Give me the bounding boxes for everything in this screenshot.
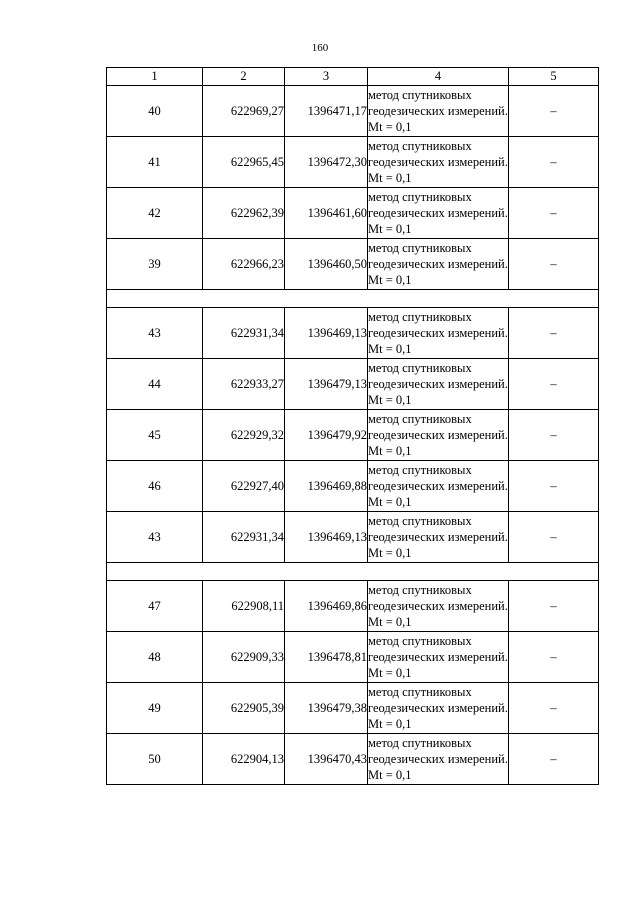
header-cell-2: 2	[203, 68, 285, 86]
x-coordinate-cell: 622909,33	[203, 632, 285, 683]
note-cell: –	[509, 461, 599, 512]
table-header-row	[107, 68, 599, 86]
x-coordinate-cell: 622966,23	[203, 239, 285, 290]
note-cell: –	[509, 410, 599, 461]
point-number-cell: 43	[107, 308, 203, 359]
point-number-cell: 47	[107, 581, 203, 632]
y-coordinate-cell: 1396471,17	[285, 86, 368, 137]
y-coordinate-cell: 1396478,81	[285, 632, 368, 683]
note-cell: –	[509, 581, 599, 632]
table-row	[107, 461, 599, 512]
note-cell: –	[509, 359, 599, 410]
table-row	[107, 410, 599, 461]
note-cell: –	[509, 683, 599, 734]
x-coordinate-cell: 622927,40	[203, 461, 285, 512]
group-separator-cell	[107, 290, 599, 308]
y-coordinate-cell: 1396472,30	[285, 137, 368, 188]
coordinates-table	[106, 67, 599, 785]
header-cell-1: 1	[107, 68, 203, 86]
x-coordinate-cell: 622904,13	[203, 734, 285, 785]
point-number-cell: 48	[107, 632, 203, 683]
page-number: 160	[311, 42, 329, 54]
y-coordinate-cell: 1396479,92	[285, 410, 368, 461]
note-cell: –	[509, 632, 599, 683]
table-row	[107, 632, 599, 683]
point-number-cell: 41	[107, 137, 203, 188]
y-coordinate-cell: 1396470,43	[285, 734, 368, 785]
x-coordinate-cell: 622933,27	[203, 359, 285, 410]
method-cell: метод спутниковых геодезических измерений. Mt = 0,1	[368, 137, 509, 188]
point-number-cell: 43	[107, 512, 203, 563]
x-coordinate-cell: 622969,27	[203, 86, 285, 137]
table-row	[107, 188, 599, 239]
note-cell: –	[509, 239, 599, 290]
method-cell: метод спутниковых геодезических измерений. Mt = 0,1	[368, 188, 509, 239]
table-row	[107, 581, 599, 632]
method-cell: метод спутниковых геодезических измерений. Mt = 0,1	[368, 734, 509, 785]
method-cell: метод спутниковых геодезических измерений. Mt = 0,1	[368, 308, 509, 359]
table-row	[107, 308, 599, 359]
point-number-cell: 44	[107, 359, 203, 410]
method-cell: метод спутниковых геодезических измерений. Mt = 0,1	[368, 581, 509, 632]
x-coordinate-cell: 622931,34	[203, 308, 285, 359]
header-cell-3: 3	[285, 68, 368, 86]
table-row	[107, 512, 599, 563]
point-number-cell: 40	[107, 86, 203, 137]
table-row	[107, 137, 599, 188]
method-cell: метод спутниковых геодезических измерений. Mt = 0,1	[368, 410, 509, 461]
y-coordinate-cell: 1396469,13	[285, 308, 368, 359]
table-body	[107, 68, 599, 785]
header-cell-5: 5	[509, 68, 599, 86]
note-cell: –	[509, 512, 599, 563]
method-cell: метод спутниковых геодезических измерений. Mt = 0,1	[368, 632, 509, 683]
method-cell: метод спутниковых геодезических измерений. Mt = 0,1	[368, 512, 509, 563]
note-cell: –	[509, 188, 599, 239]
note-cell: –	[509, 734, 599, 785]
y-coordinate-cell: 1396479,38	[285, 683, 368, 734]
method-cell: метод спутниковых геодезических измерений. Mt = 0,1	[368, 239, 509, 290]
group-separator-cell	[107, 563, 599, 581]
point-number-cell: 49	[107, 683, 203, 734]
point-number-cell: 50	[107, 734, 203, 785]
y-coordinate-cell: 1396469,88	[285, 461, 368, 512]
point-number-cell: 45	[107, 410, 203, 461]
table-row	[107, 359, 599, 410]
point-number-cell: 42	[107, 188, 203, 239]
y-coordinate-cell: 1396460,50	[285, 239, 368, 290]
note-cell: –	[509, 308, 599, 359]
point-number-cell: 39	[107, 239, 203, 290]
point-number-cell: 46	[107, 461, 203, 512]
method-cell: метод спутниковых геодезических измерений. Mt = 0,1	[368, 461, 509, 512]
x-coordinate-cell: 622965,45	[203, 137, 285, 188]
table-row	[107, 683, 599, 734]
y-coordinate-cell: 1396469,86	[285, 581, 368, 632]
table-row	[107, 86, 599, 137]
y-coordinate-cell: 1396461,60	[285, 188, 368, 239]
y-coordinate-cell: 1396479,13	[285, 359, 368, 410]
note-cell: –	[509, 137, 599, 188]
method-cell: метод спутниковых геодезических измерений. Mt = 0,1	[368, 683, 509, 734]
x-coordinate-cell: 622908,11	[203, 581, 285, 632]
table-row	[107, 239, 599, 290]
x-coordinate-cell: 622931,34	[203, 512, 285, 563]
method-cell: метод спутниковых геодезических измерений. Mt = 0,1	[368, 359, 509, 410]
y-coordinate-cell: 1396469,13	[285, 512, 368, 563]
group-separator-row	[107, 290, 599, 308]
table-row	[107, 734, 599, 785]
method-cell: метод спутниковых геодезических измерений. Mt = 0,1	[368, 86, 509, 137]
group-separator-row	[107, 563, 599, 581]
header-cell-4: 4	[368, 68, 509, 86]
x-coordinate-cell: 622929,32	[203, 410, 285, 461]
note-cell: –	[509, 86, 599, 137]
x-coordinate-cell: 622905,39	[203, 683, 285, 734]
x-coordinate-cell: 622962,39	[203, 188, 285, 239]
